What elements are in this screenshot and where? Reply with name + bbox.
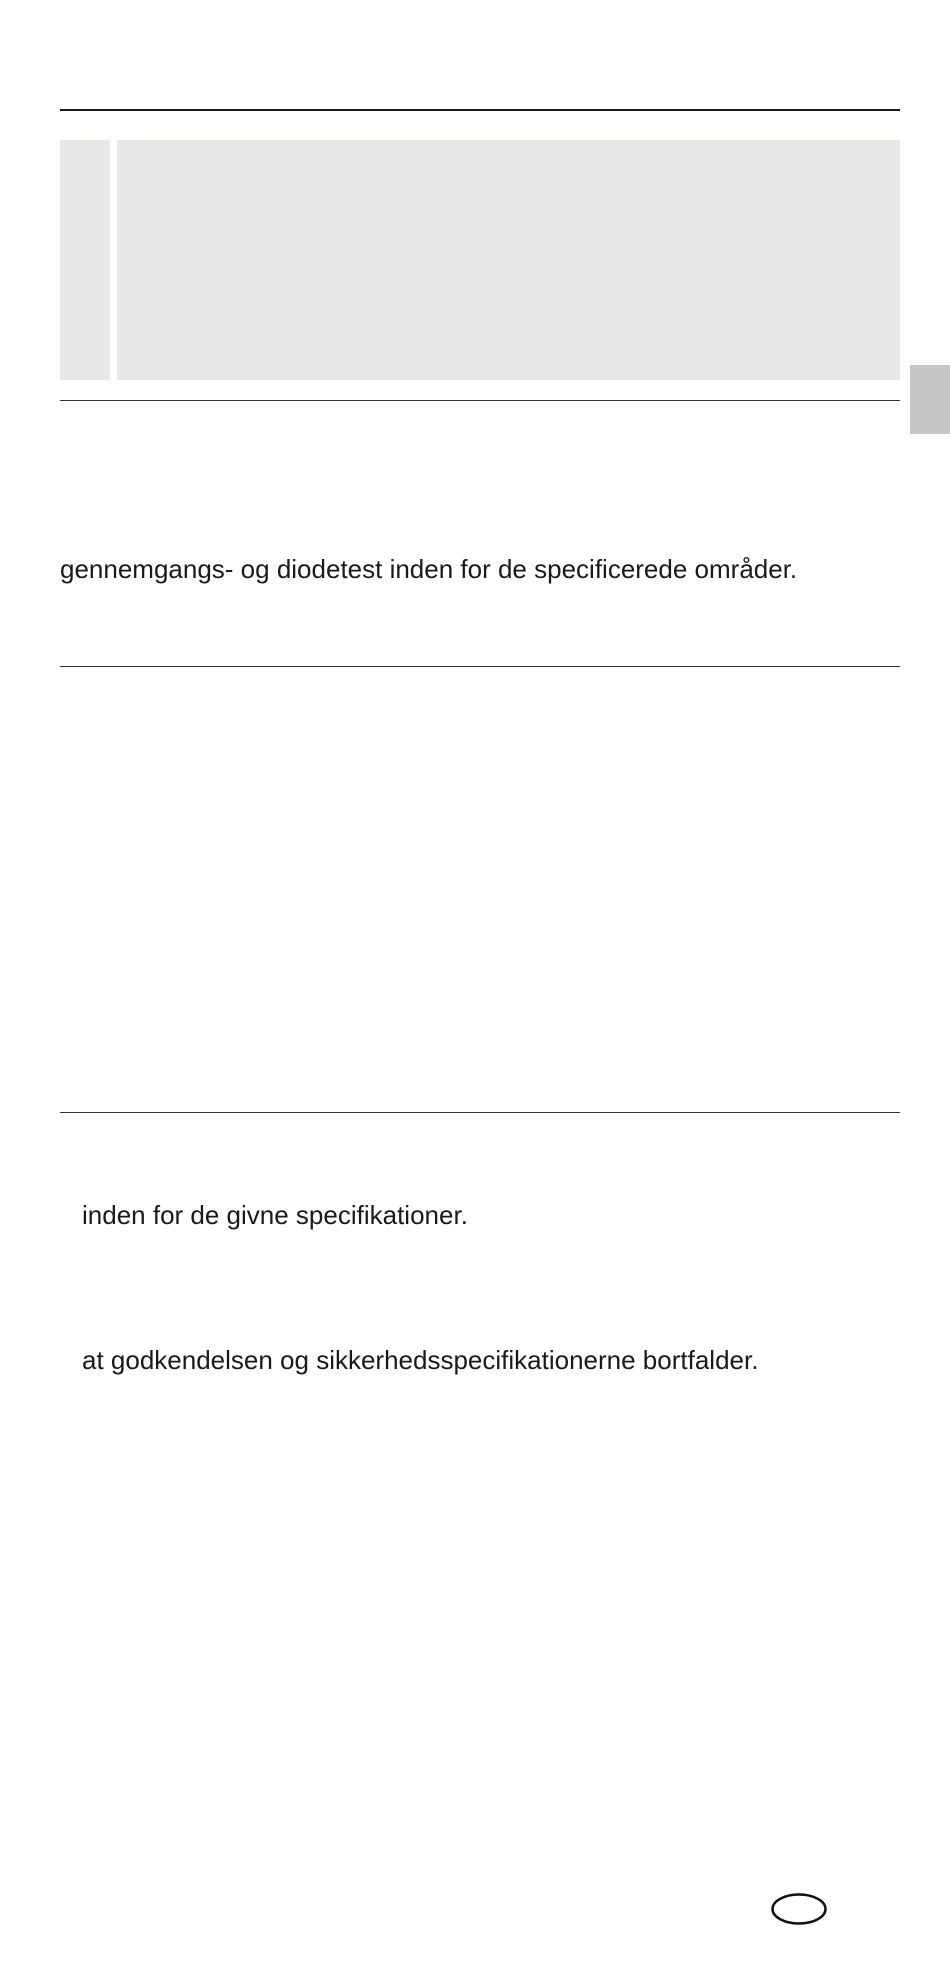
- header-panel-main: [117, 140, 900, 380]
- body-text-line-2: inden for de givne specifikationer.: [82, 1200, 468, 1230]
- body-text-line-1: gennemgangs- og diodetest inden for de specificerede områder.: [60, 554, 798, 584]
- body-text-line-3: at godkendelsen og sikkerhedsspecifikationerne bortfalder.: [82, 1345, 759, 1375]
- section-tab-marker: [910, 365, 950, 434]
- top-rule: [60, 109, 900, 111]
- section-divider-3: [60, 1112, 900, 1113]
- section-divider-2: [60, 666, 900, 667]
- header-panel-left: [60, 140, 110, 380]
- section-divider-1: [60, 400, 900, 401]
- oval-outline-icon: [771, 1893, 827, 1925]
